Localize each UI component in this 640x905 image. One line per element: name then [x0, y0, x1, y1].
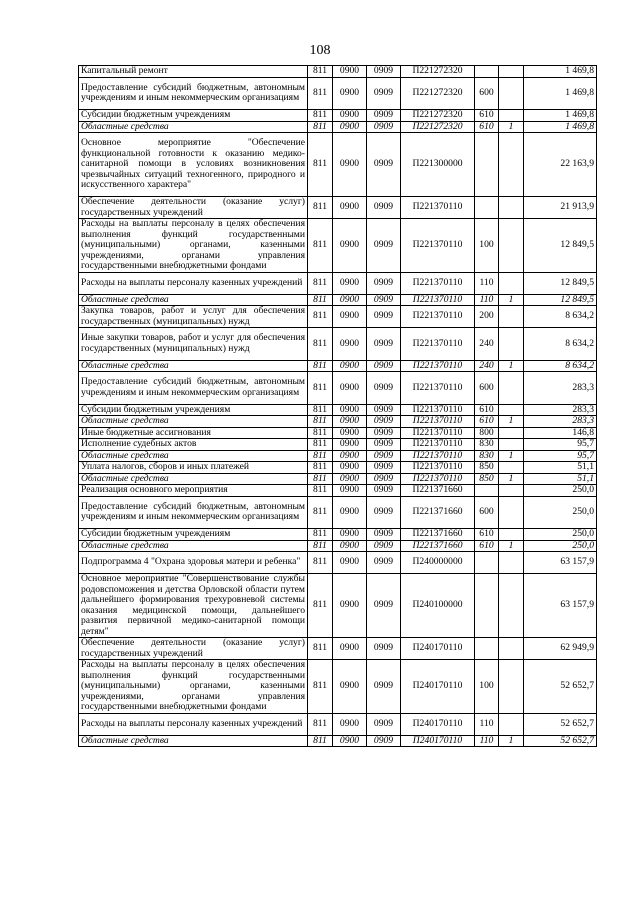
ministry-code: 811	[308, 360, 333, 372]
table-row	[79, 439, 597, 451]
row-name: Областные средства	[79, 450, 308, 462]
target-article-code: П221370110	[401, 272, 475, 294]
row-name: Обеспечение деятельности (оказание услуг) государственных учреждений	[79, 638, 308, 660]
amount: 52 652,7	[524, 660, 597, 714]
ministry-code: 811	[308, 552, 333, 574]
table-row	[79, 485, 597, 497]
ministry-code: 811	[308, 735, 333, 747]
table-row	[79, 416, 597, 428]
expense-type-code: 100	[475, 660, 499, 714]
funding-source-code	[499, 462, 524, 474]
table-row	[79, 552, 597, 574]
ministry-code: 811	[308, 638, 333, 660]
expense-type-code: 850	[475, 473, 499, 485]
ministry-code: 811	[308, 272, 333, 294]
amount: 63 157,9	[524, 574, 597, 638]
amount: 283,3	[524, 416, 597, 428]
target-article-code: П221272320	[401, 121, 475, 133]
row-name: Областные средства	[79, 416, 308, 428]
subsection-code: 0909	[367, 133, 401, 197]
expense-type-code: 100	[475, 219, 499, 273]
target-article-code: П221370110	[401, 462, 475, 474]
funding-source-code	[499, 439, 524, 451]
funding-source-code	[499, 110, 524, 122]
section-code: 0900	[333, 473, 367, 485]
table-row	[79, 219, 597, 273]
budget-table	[78, 65, 597, 747]
amount: 22 163,9	[524, 133, 597, 197]
amount: 1 469,8	[524, 121, 597, 133]
table-row	[79, 735, 597, 747]
row-name: Обеспечение деятельности (оказание услуг) государственных учреждений	[79, 197, 308, 219]
funding-source-code	[499, 485, 524, 497]
section-code: 0900	[333, 660, 367, 714]
row-name: Расходы на выплаты персоналу в целях обеспечения выполнения функций государственными (муниципальными) органами, казенными учреждениями, органами управления государственными внебюджетными фондами	[79, 219, 308, 273]
expense-type-code: 240	[475, 360, 499, 372]
target-article-code: П240170110	[401, 713, 475, 735]
section-code: 0900	[333, 450, 367, 462]
section-code: 0900	[333, 735, 367, 747]
subsection-code: 0909	[367, 121, 401, 133]
section-code: 0900	[333, 496, 367, 529]
ministry-code: 811	[308, 66, 333, 78]
target-article-code: П221300000	[401, 133, 475, 197]
table-row	[79, 496, 597, 529]
subsection-code: 0909	[367, 574, 401, 638]
amount: 250,0	[524, 485, 597, 497]
row-name: Основное мероприятие "Обеспечение функциональной готовности к оказанию медико-санитарной помощи в условиях возникновения чрезвычайных ситуаций техногенного, природного и искусственного характера"	[79, 133, 308, 197]
expense-type-code: 110	[475, 735, 499, 747]
table-row	[79, 660, 597, 714]
ministry-code: 811	[308, 540, 333, 552]
funding-source-code: 1	[499, 450, 524, 462]
section-code: 0900	[333, 294, 367, 306]
funding-source-code	[499, 372, 524, 405]
section-code: 0900	[333, 713, 367, 735]
expense-type-code: 110	[475, 713, 499, 735]
ministry-code: 811	[308, 110, 333, 122]
table-row	[79, 574, 597, 638]
ministry-code: 811	[308, 713, 333, 735]
funding-source-code	[499, 328, 524, 361]
funding-source-code: 1	[499, 294, 524, 306]
expense-type-code: 110	[475, 272, 499, 294]
row-name: Предоставление субсидий бюджетным, автономным учреждениям и иным некоммерческим организациям	[79, 496, 308, 529]
funding-source-code: 1	[499, 121, 524, 133]
row-name: Субсидии бюджетным учреждениям	[79, 404, 308, 416]
row-name: Субсидии бюджетным учреждениям	[79, 529, 308, 541]
funding-source-code: 1	[499, 473, 524, 485]
amount: 52 652,7	[524, 713, 597, 735]
subsection-code: 0909	[367, 462, 401, 474]
amount: 1 469,8	[524, 77, 597, 110]
table-row	[79, 197, 597, 219]
expense-type-code: 850	[475, 462, 499, 474]
subsection-code: 0909	[367, 416, 401, 428]
row-name: Субсидии бюджетным учреждениям	[79, 110, 308, 122]
amount: 21 913,9	[524, 197, 597, 219]
ministry-code: 811	[308, 197, 333, 219]
subsection-code: 0909	[367, 660, 401, 714]
target-article-code: П221370110	[401, 219, 475, 273]
section-code: 0900	[333, 328, 367, 361]
target-article-code: П240170110	[401, 660, 475, 714]
ministry-code: 811	[308, 294, 333, 306]
table-row	[79, 360, 597, 372]
section-code: 0900	[333, 360, 367, 372]
table-row	[79, 473, 597, 485]
section-code: 0900	[333, 219, 367, 273]
funding-source-code	[499, 219, 524, 273]
target-article-code: П221370110	[401, 306, 475, 328]
section-code: 0900	[333, 485, 367, 497]
target-article-code: П221370110	[401, 372, 475, 405]
target-article-code: П221272320	[401, 66, 475, 78]
table-row	[79, 462, 597, 474]
section-code: 0900	[333, 77, 367, 110]
ministry-code: 811	[308, 219, 333, 273]
subsection-code: 0909	[367, 552, 401, 574]
row-name: Закупка товаров, работ и услуг для обеспечения государственных (муниципальных) нужд	[79, 306, 308, 328]
table-row	[79, 77, 597, 110]
subsection-code: 0909	[367, 77, 401, 110]
subsection-code: 0909	[367, 485, 401, 497]
row-name: Подпрограмма 4 "Охрана здоровья матери и ребенка"	[79, 552, 308, 574]
target-article-code: П221272320	[401, 77, 475, 110]
amount: 250,0	[524, 496, 597, 529]
subsection-code: 0909	[367, 272, 401, 294]
ministry-code: 811	[308, 439, 333, 451]
row-name: Предоставление субсидий бюджетным, автономным учреждениям и иным некоммерческим организациям	[79, 372, 308, 405]
target-article-code: П221370110	[401, 197, 475, 219]
funding-source-code	[499, 77, 524, 110]
target-article-code: П221371660	[401, 485, 475, 497]
row-name: Областные средства	[79, 294, 308, 306]
amount: 12 849,5	[524, 219, 597, 273]
expense-type-code: 610	[475, 110, 499, 122]
section-code: 0900	[333, 197, 367, 219]
ministry-code: 811	[308, 574, 333, 638]
table-row	[79, 272, 597, 294]
amount: 8 634,2	[524, 328, 597, 361]
amount: 1 469,8	[524, 110, 597, 122]
expense-type-code	[475, 638, 499, 660]
row-name: Областные средства	[79, 360, 308, 372]
subsection-code: 0909	[367, 638, 401, 660]
table-row	[79, 110, 597, 122]
section-code: 0900	[333, 110, 367, 122]
amount: 250,0	[524, 529, 597, 541]
funding-source-code	[499, 638, 524, 660]
amount: 283,3	[524, 372, 597, 405]
amount: 52 652,7	[524, 735, 597, 747]
subsection-code: 0909	[367, 529, 401, 541]
subsection-code: 0909	[367, 66, 401, 78]
section-code: 0900	[333, 427, 367, 439]
subsection-code: 0909	[367, 540, 401, 552]
target-article-code: П221370110	[401, 404, 475, 416]
target-article-code: П221272320	[401, 110, 475, 122]
subsection-code: 0909	[367, 110, 401, 122]
subsection-code: 0909	[367, 496, 401, 529]
row-name: Реализация основного мероприятия	[79, 485, 308, 497]
expense-type-code: 610	[475, 404, 499, 416]
funding-source-code	[499, 496, 524, 529]
subsection-code: 0909	[367, 219, 401, 273]
row-name: Областные средства	[79, 735, 308, 747]
amount: 146,8	[524, 427, 597, 439]
amount: 250,0	[524, 540, 597, 552]
funding-source-code	[499, 713, 524, 735]
table-row	[79, 404, 597, 416]
ministry-code: 811	[308, 77, 333, 110]
row-name: Капитальный ремонт	[79, 66, 308, 78]
target-article-code: П221370110	[401, 294, 475, 306]
section-code: 0900	[333, 416, 367, 428]
section-code: 0900	[333, 306, 367, 328]
section-code: 0900	[333, 66, 367, 78]
row-name: Областные средства	[79, 473, 308, 485]
expense-type-code: 600	[475, 77, 499, 110]
table-row	[79, 427, 597, 439]
target-article-code: П221371660	[401, 529, 475, 541]
ministry-code: 811	[308, 496, 333, 529]
funding-source-code	[499, 427, 524, 439]
section-code: 0900	[333, 529, 367, 541]
amount: 12 849,5	[524, 272, 597, 294]
funding-source-code	[499, 552, 524, 574]
target-article-code: П221370110	[401, 450, 475, 462]
table-row	[79, 529, 597, 541]
expense-type-code: 800	[475, 427, 499, 439]
table-row	[79, 121, 597, 133]
row-name: Иные закупки товаров, работ и услуг для обеспечения государственных (муниципальных) нужд	[79, 328, 308, 361]
table-row	[79, 638, 597, 660]
funding-source-code	[499, 574, 524, 638]
subsection-code: 0909	[367, 294, 401, 306]
amount: 283,3	[524, 404, 597, 416]
subsection-code: 0909	[367, 473, 401, 485]
amount: 62 949,9	[524, 638, 597, 660]
row-name: Исполнение судебных актов	[79, 439, 308, 451]
target-article-code: П221370110	[401, 328, 475, 361]
amount: 95,7	[524, 450, 597, 462]
table-row	[79, 133, 597, 197]
section-code: 0900	[333, 121, 367, 133]
subsection-code: 0909	[367, 372, 401, 405]
funding-source-code: 1	[499, 416, 524, 428]
expense-type-code	[475, 197, 499, 219]
row-name: Расходы на выплаты персоналу в целях обеспечения выполнения функций государственными (муниципальными) органами, казенными учреждениями, органами управления государственными внебюджетными фондами	[79, 660, 308, 714]
amount: 51,1	[524, 473, 597, 485]
table-row	[79, 713, 597, 735]
ministry-code: 811	[308, 404, 333, 416]
funding-source-code	[499, 197, 524, 219]
funding-source-code: 1	[499, 735, 524, 747]
funding-source-code	[499, 66, 524, 78]
table-row	[79, 328, 597, 361]
expense-type-code	[475, 66, 499, 78]
ministry-code: 811	[308, 462, 333, 474]
ministry-code: 811	[308, 660, 333, 714]
ministry-code: 811	[308, 133, 333, 197]
amount: 8 634,2	[524, 360, 597, 372]
funding-source-code	[499, 529, 524, 541]
ministry-code: 811	[308, 328, 333, 361]
funding-source-code: 1	[499, 540, 524, 552]
section-code: 0900	[333, 372, 367, 405]
expense-type-code: 240	[475, 328, 499, 361]
amount: 51,1	[524, 462, 597, 474]
target-article-code: П221370110	[401, 473, 475, 485]
expense-type-code: 600	[475, 496, 499, 529]
amount: 1 469,8	[524, 66, 597, 78]
amount: 63 157,9	[524, 552, 597, 574]
funding-source-code: 1	[499, 360, 524, 372]
subsection-code: 0909	[367, 404, 401, 416]
target-article-code: П240000000	[401, 552, 475, 574]
target-article-code: П221370110	[401, 427, 475, 439]
target-article-code: П221370110	[401, 360, 475, 372]
section-code: 0900	[333, 439, 367, 451]
target-article-code: П240170110	[401, 638, 475, 660]
funding-source-code	[499, 306, 524, 328]
row-name: Областные средства	[79, 121, 308, 133]
row-name: Областные средства	[79, 540, 308, 552]
section-code: 0900	[333, 638, 367, 660]
section-code: 0900	[333, 540, 367, 552]
expense-type-code	[475, 552, 499, 574]
ministry-code: 811	[308, 485, 333, 497]
section-code: 0900	[333, 462, 367, 474]
ministry-code: 811	[308, 372, 333, 405]
subsection-code: 0909	[367, 427, 401, 439]
expense-type-code: 610	[475, 529, 499, 541]
table-row	[79, 306, 597, 328]
ministry-code: 811	[308, 450, 333, 462]
table-row	[79, 450, 597, 462]
subsection-code: 0909	[367, 306, 401, 328]
target-article-code: П221371660	[401, 540, 475, 552]
subsection-code: 0909	[367, 713, 401, 735]
expense-type-code	[475, 485, 499, 497]
page-number: 108	[309, 43, 331, 58]
expense-type-code	[475, 574, 499, 638]
subsection-code: 0909	[367, 735, 401, 747]
row-name: Основное мероприятие "Совершенствование службы родовспоможения и детства Орловской области путем дальнейшего формирования трехуровневой системы оказания медицинской помощи, дальнейшего развития первичной медико-санитарной помощи детям"	[79, 574, 308, 638]
table-row	[79, 540, 597, 552]
section-code: 0900	[333, 552, 367, 574]
section-code: 0900	[333, 272, 367, 294]
funding-source-code	[499, 660, 524, 714]
amount: 12 849,5	[524, 294, 597, 306]
row-name: Расходы на выплаты персоналу казенных учреждений	[79, 272, 308, 294]
ministry-code: 811	[308, 306, 333, 328]
expense-type-code: 600	[475, 372, 499, 405]
ministry-code: 811	[308, 529, 333, 541]
expense-type-code: 830	[475, 439, 499, 451]
expense-type-code: 830	[475, 450, 499, 462]
row-name: Предоставление субсидий бюджетным, автономным учреждениям и иным некоммерческим организациям	[79, 77, 308, 110]
funding-source-code	[499, 404, 524, 416]
ministry-code: 811	[308, 121, 333, 133]
amount: 8 634,2	[524, 306, 597, 328]
expense-type-code: 610	[475, 416, 499, 428]
subsection-code: 0909	[367, 360, 401, 372]
section-code: 0900	[333, 574, 367, 638]
expense-type-code	[475, 133, 499, 197]
target-article-code: П221370110	[401, 439, 475, 451]
funding-source-code	[499, 272, 524, 294]
expense-type-code: 110	[475, 294, 499, 306]
ministry-code: 811	[308, 416, 333, 428]
section-code: 0900	[333, 404, 367, 416]
section-code: 0900	[333, 133, 367, 197]
target-article-code: П221371660	[401, 496, 475, 529]
subsection-code: 0909	[367, 439, 401, 451]
funding-source-code	[499, 133, 524, 197]
expense-type-code: 610	[475, 121, 499, 133]
ministry-code: 811	[308, 427, 333, 439]
subsection-code: 0909	[367, 450, 401, 462]
expense-type-code: 610	[475, 540, 499, 552]
subsection-code: 0909	[367, 197, 401, 219]
table-row	[79, 294, 597, 306]
expense-type-code: 200	[475, 306, 499, 328]
table-row	[79, 372, 597, 405]
table-row	[79, 66, 597, 78]
row-name: Расходы на выплаты персоналу казенных учреждений	[79, 713, 308, 735]
row-name: Уплата налогов, сборов и иных платежей	[79, 462, 308, 474]
row-name: Иные бюджетные ассигнования	[79, 427, 308, 439]
ministry-code: 811	[308, 473, 333, 485]
target-article-code: П240170110	[401, 735, 475, 747]
subsection-code: 0909	[367, 328, 401, 361]
amount: 95,7	[524, 439, 597, 451]
target-article-code: П221370110	[401, 416, 475, 428]
target-article-code: П240100000	[401, 574, 475, 638]
